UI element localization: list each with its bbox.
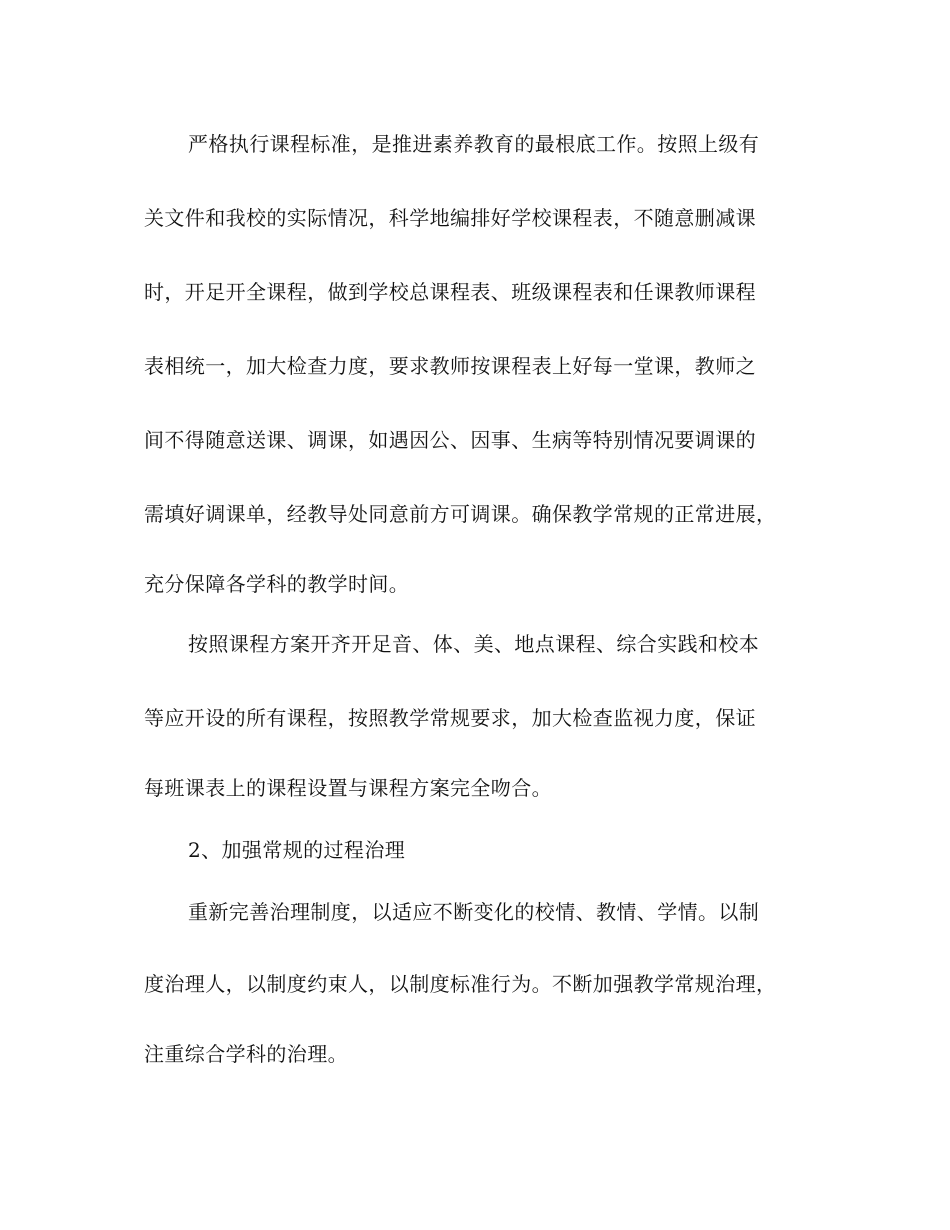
paragraph-1-line-6: 需填好调课单，经教导处同意前方可调课。确保教学常规的正常进展， [144, 502, 777, 526]
paragraph-1-line-7: 充分保障各学科的教学时间。 [144, 572, 410, 596]
paragraph-1-line-1: 严格执行课程标准，是推进素养教育的最根底工作。按照上级有 [188, 132, 760, 156]
section-heading: 2、加强常规的过程治理 [188, 838, 406, 862]
paragraph-1-line-4: 表相统一，加大检查力度，要求教师按课程表上好每一堂课，教师之 [144, 354, 756, 378]
paragraph-2-line-2: 等应开设的所有课程，按照教学常规要求，加大检查监视力度，保证 [144, 706, 756, 730]
paragraph-3-line-2: 度治理人，以制度约束人，以制度标准行为。不断加强教学常规治理， [144, 972, 777, 996]
paragraph-3-line-1: 重新完善治理制度，以适应不断变化的校情、教情、学情。以制 [188, 900, 760, 924]
paragraph-1-line-2: 关文件和我校的实际情况，科学地编排好学校课程表，不随意删减课 [144, 206, 756, 230]
paragraph-2-line-1: 按照课程方案开齐开足音、体、美、地点课程、综合实践和校本 [188, 632, 760, 656]
paragraph-1-line-5: 间不得随意送课、调课，如遇因公、因事、生病等特别情况要调课的 [144, 428, 756, 452]
paragraph-1-line-3: 时，开足开全课程，做到学校总课程表、班级课程表和任课教师课程 [144, 280, 756, 304]
paragraph-2-line-3: 每班课表上的课程设置与课程方案完全吻合。 [144, 776, 552, 800]
paragraph-3-line-3: 注重综合学科的治理。 [144, 1042, 348, 1066]
